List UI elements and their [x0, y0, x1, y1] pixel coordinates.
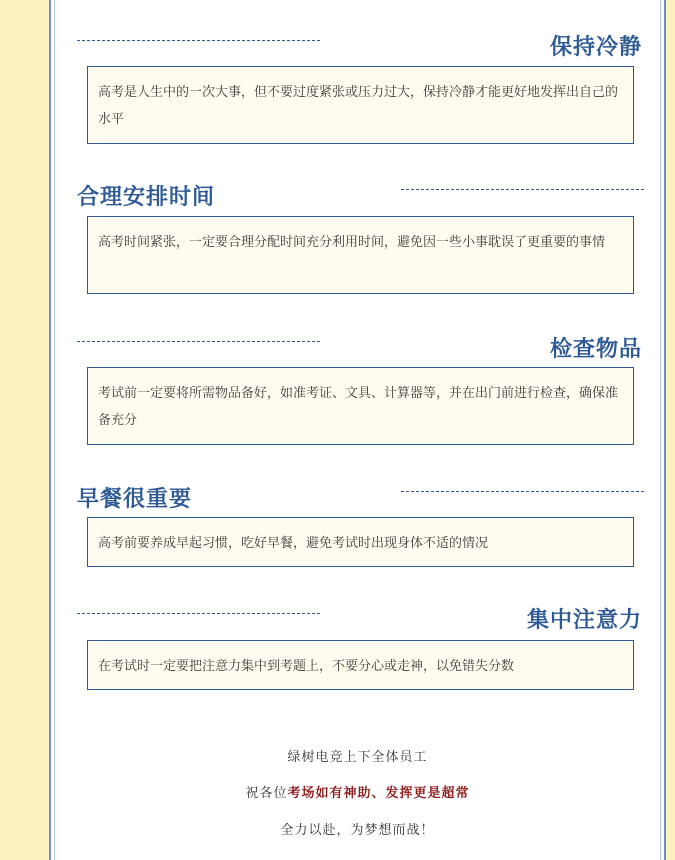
section-2-text: 高考时间紧张，一定要合理分配时间充分利用时间，避免因一些小事耽误了更重要的事情	[98, 235, 606, 250]
section-5-title: 集中注意力	[526, 608, 642, 633]
section-1-text: 高考是人生中的一次大事，但不要过度紧张或压力过大，保持冷静才能更好地发挥出自己的水平	[98, 85, 619, 127]
section-1-title: 保持冷静	[549, 35, 642, 60]
section-2-title: 合理安排时间	[77, 185, 216, 210]
section-4-divider	[401, 491, 644, 492]
section-2-box	[87, 216, 634, 294]
section-5-box	[87, 640, 634, 690]
footer-staff-line: 绿树电竞上下全体员工	[287, 750, 428, 765]
section-4-box	[87, 517, 634, 567]
footer-wish-highlight: 考场如有神助、发挥更是超常	[287, 786, 470, 801]
section-3-divider	[77, 341, 320, 342]
section-4-text: 高考前要养成早起习惯，吃好早餐，避免考试时出现身体不适的情况	[98, 536, 489, 551]
section-1-box	[87, 66, 634, 144]
section-3-box	[87, 367, 634, 445]
section-4-title: 早餐很重要	[77, 487, 193, 512]
section-5-divider	[77, 613, 320, 614]
section-3-text: 考试前一定要将所需物品备好，如准考证、文具、计算器等，并在出门前进行检查，确保准备充分	[98, 386, 619, 428]
section-2-divider	[401, 189, 644, 190]
section-5-text: 在考试时一定要把注意力集中到考题上，不要分心或走神，以免错失分数	[98, 659, 515, 674]
footer-motto-line: 全力以赴，为梦想而战！	[280, 823, 435, 838]
section-3-title: 检查物品	[549, 337, 642, 362]
footer-wish-line	[49, 782, 666, 801]
footer-wish-prefix: 祝各位	[245, 786, 288, 801]
section-1-divider	[77, 40, 320, 41]
